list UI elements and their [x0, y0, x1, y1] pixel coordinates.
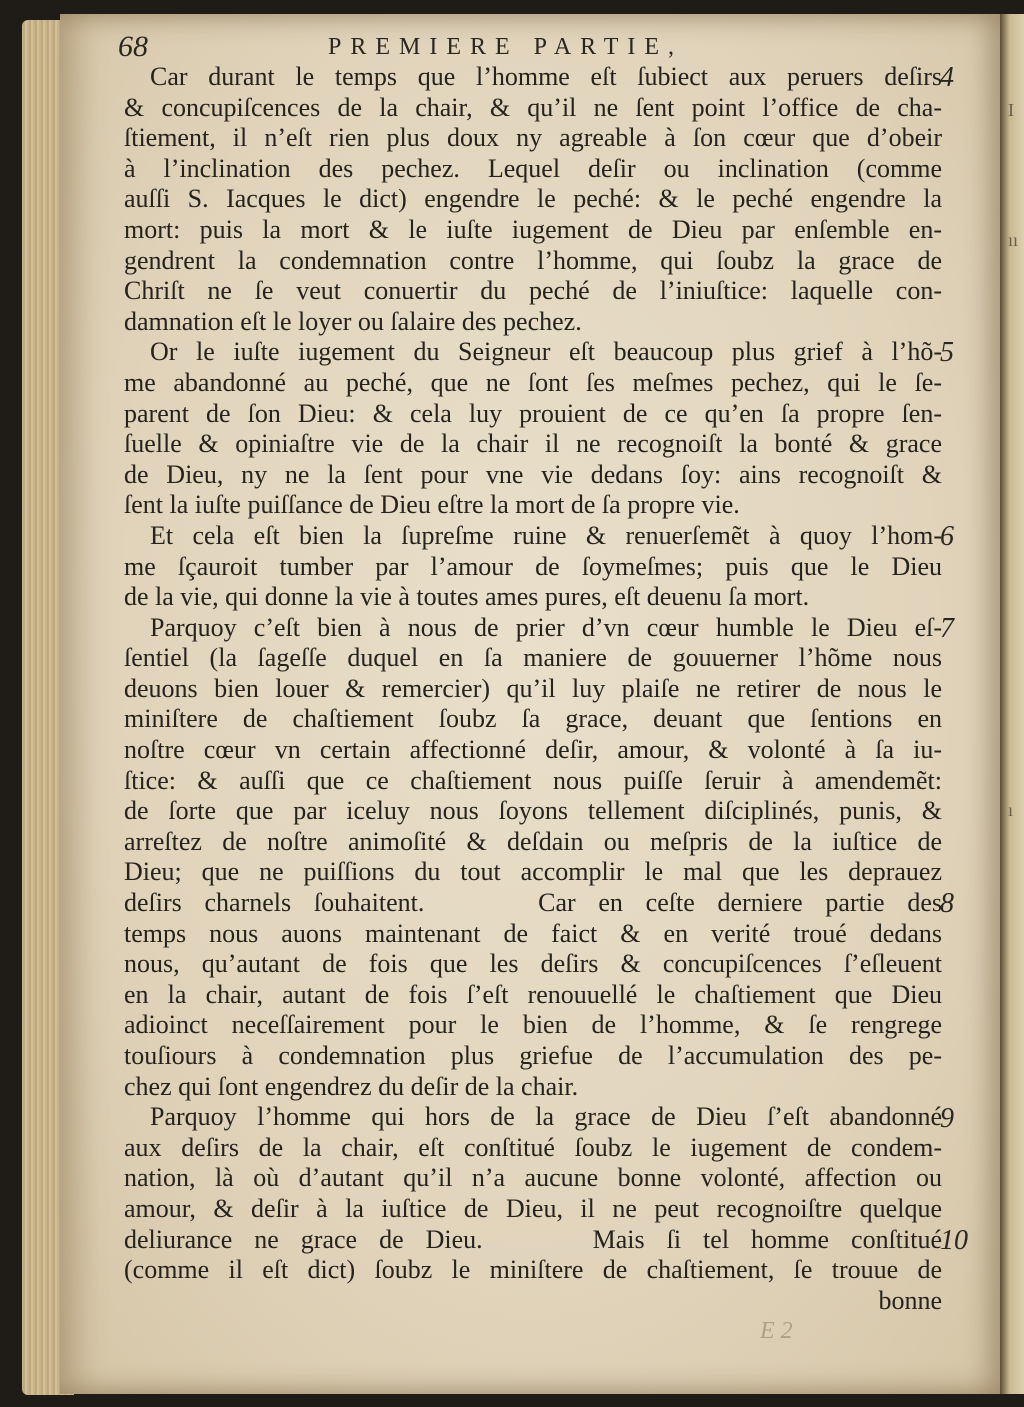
paragraph: [124, 613, 942, 1103]
text-line: Dieu; que ne puiſſions du tout accomplir le mal que les deprauez: [124, 857, 942, 887]
paragraph: [124, 62, 942, 337]
text-line: me ſçauroit tumber par l’amour de ſoymeſmes; puis que le Dieu: [124, 551, 942, 581]
text-line: ſent la iuſte puiſſance de Dieu eſtre la mort de ſa propre vie.: [124, 490, 740, 520]
text-line: amour, & deſir à la iuſtice de Dieu, il ne peut recognoiſtre quelque: [124, 1193, 942, 1223]
text-line: Chriſt ne ſe veut conuertir du peché de l’iniuſtice: laquelle con-: [124, 276, 942, 306]
margin-number: 5: [940, 337, 954, 368]
signature-mark-showthrough: E 2: [760, 1318, 793, 1344]
text-line: gendrent la condemnation contre l’homme, qui ſoubz la grace de: [124, 245, 942, 275]
text-line: ſuelle & opiniaſtre vie de la chair il ne recognoiſt la bonté & grace: [124, 429, 942, 459]
text-line: Parquoy c’eſt bien à nous de prier d’vn cœur humble le Dieu eſ-: [150, 612, 942, 642]
text-line: miniſtere de chaſtiement ſoubz ſa grace, deuant que ſentions en: [124, 704, 942, 734]
text-line: Et cela eſt bien la ſupreſme ruine & renuerſemẽt à quoy l’hom-: [150, 520, 942, 550]
text-line: temps nous auons maintenant de faict & en verité troué dedans: [124, 918, 942, 948]
text-line: de la vie, qui donne la vie à toutes ames pures, eſt deuenu ſa mort.: [124, 582, 810, 612]
facing-page-edge: [1000, 14, 1024, 1394]
page-number: 68: [118, 30, 148, 63]
text-line: en la chair, autant de fois ſ’eſt renouuellé le chaſtiement que Dieu: [124, 979, 942, 1009]
text-line: adioinct neceſſairement pour le bien de l’homme, & ſe rengrege: [124, 1010, 942, 1040]
text-line: deuons bien louer & remercier) qu’il luy plaiſe ne retirer de nous le: [124, 673, 942, 703]
text-line: noſtre cœur vn certain affectionné deſir, amour, & volonté à ſa iu-: [124, 735, 942, 765]
facing-page-glyph: ıı: [1008, 230, 1019, 250]
text-line: touſiours à condemnation plus griefue de l’accumulation des pe-: [124, 1041, 942, 1070]
paragraph: [124, 337, 942, 521]
text-line: arreſtez de noſtre animoſité & deſdain ou meſpris de la iuſtice de: [124, 826, 942, 856]
text-line: deliurance ne grace de Dieu. Mais ſi tel homme conſtitué: [124, 1224, 942, 1254]
facing-page-glyph: I: [1008, 100, 1014, 120]
text-line: chez qui ſont engendrez du deſir de la chair.: [124, 1071, 579, 1101]
text-line: me abandonné au peché, que ne ſont ſes meſmes pechez, qui le ſe-: [124, 367, 942, 397]
text-line: ſtice: & auſſi que ce chaſtiement nous puiſſe ſeruir à amendemẽt:: [124, 765, 942, 795]
text-line: damnation eſt le loyer ou ſalaire des pechez.: [124, 306, 582, 336]
margin-number: 8: [940, 888, 954, 919]
margin-number: 7: [940, 613, 954, 644]
text-line: de Dieu, ny ne la ſent pour vne vie dedans ſoy: ains recognoiſt &: [124, 459, 942, 489]
catchword: bonne: [878, 1285, 942, 1315]
text-line: Parquoy l’homme qui hors de la grace de Dieu ſ’eſt abandonné: [150, 1102, 942, 1132]
text-line: parent de ſon Dieu: & cela luy prouient de ce qu’en ſa propre ſen-: [124, 398, 942, 428]
body-text: [124, 62, 942, 1316]
text-line: (comme il eſt dict) ſoubz le miniſtere de chaſtiement, ſe trouue de: [124, 1255, 942, 1285]
facing-page-glyph: ı: [1008, 800, 1014, 820]
text-line: auſſi S. Iacques le dict) engendre le peché: & le peché engendre la: [124, 184, 942, 214]
paragraph: [124, 521, 942, 613]
margin-number: 9: [940, 1103, 954, 1134]
text-line: Or le iuſte iugement du Seigneur eſt beaucoup plus grief à l’hõ-: [150, 337, 942, 367]
text-line: mort: puis la mort & le iuſte iugement de Dieu par enſemble en-: [124, 214, 942, 244]
text-line: Car durant le temps que l’homme eſt ſubiect aux peruers deſirs: [150, 62, 942, 91]
text-line: deſirs charnels ſouhaitent. Car en ceſte derniere partie des: [124, 888, 942, 918]
text-line: ſtiement, il n’eſt rien plus doux ny agreable à ſon cœur que d’obeir: [124, 123, 942, 153]
text-line: ſentiel (la ſageſſe duquel en ſa maniere de gouuerner l’hõme nous: [124, 643, 942, 673]
paragraph: [124, 1102, 942, 1286]
margin-number: 4: [940, 62, 954, 93]
text-line: aux deſirs de la chair, eſt conſtitué ſoubz le iugement de condem-: [124, 1132, 942, 1162]
text-line: & concupiſcences de la chair, & qu’il ne ſent point l’office de cha-: [124, 92, 942, 122]
text-line: nous, qu’autant de fois que les deſirs & concupiſcences ſ’eſleuent: [124, 949, 942, 979]
text-line: nation, là où d’autant qu’il n’a aucune bonne volonté, affection ou: [124, 1163, 942, 1193]
margin-number: 6: [940, 521, 954, 552]
running-head: PREMIERE PARTIE,: [328, 34, 684, 60]
text-line: à l’inclination des pechez. Lequel deſir ou inclination (comme: [124, 153, 942, 183]
text-line: de ſorte que par iceluy nous ſoyons tellement diſciplinés, punis, &: [124, 796, 942, 826]
margin-number: 10: [940, 1225, 968, 1256]
page-header: [118, 30, 938, 66]
